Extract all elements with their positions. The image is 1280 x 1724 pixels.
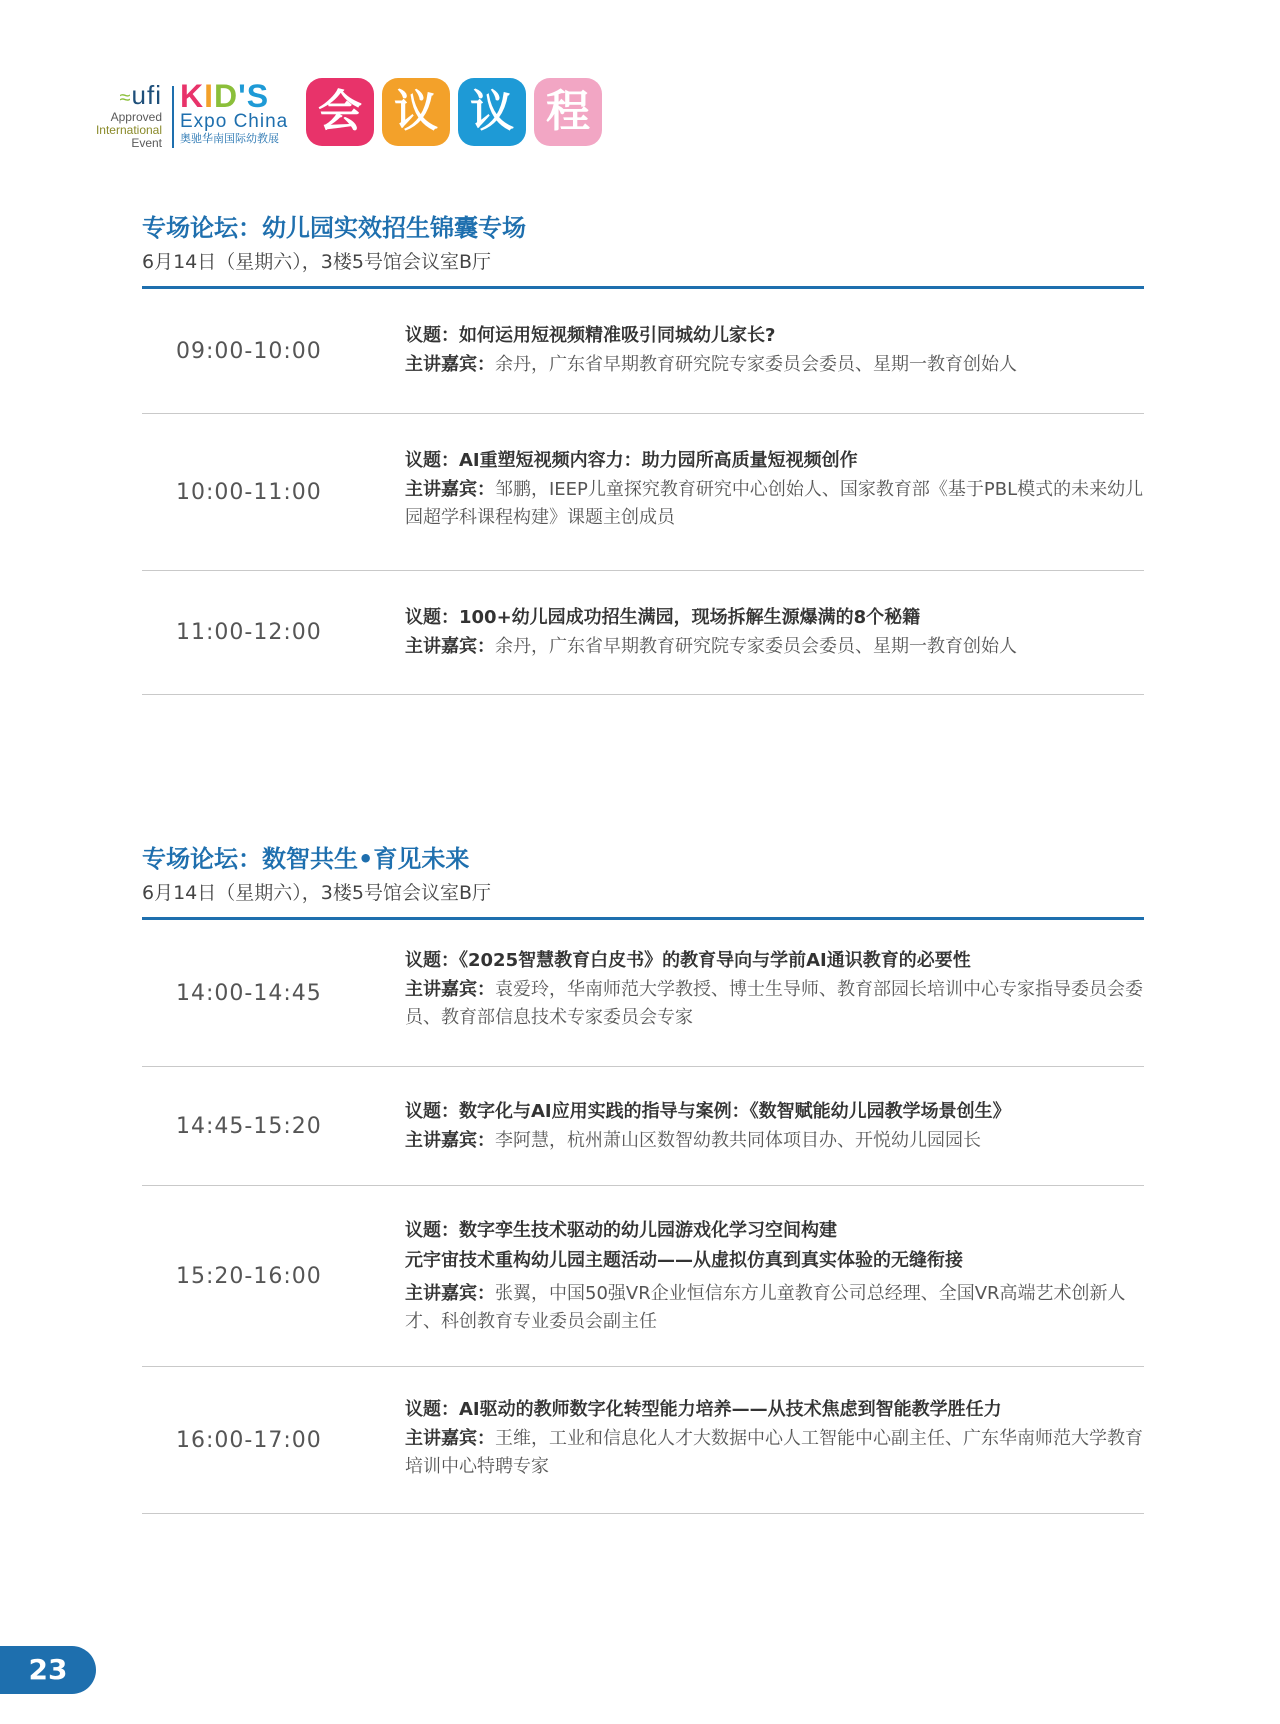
section-title: 专场论坛：数智共生•育见未来 (142, 845, 470, 873)
agenda-row (142, 1186, 1144, 1367)
session-time: 10:00-11:00 (176, 479, 322, 505)
title-tile-2: 议 (382, 78, 450, 146)
agenda-row (142, 289, 1144, 414)
section-date-venue: 6月14日（星期六），3楼5号馆会议室B厅 (142, 882, 491, 904)
session-time: 14:45-15:20 (176, 1113, 322, 1139)
agenda-row (142, 571, 1144, 695)
section-date-venue: 6月14日（星期六），3楼5号馆会议室B厅 (142, 251, 491, 273)
session-speaker: 主讲嘉宾：邹鹏，IEEP儿童探究教育研究中心创始人、国家教育部《基于PBL模式的未来幼儿园超学科课程构建》课题主创成员 (405, 479, 1144, 528)
session-time: 16:00-17:00 (176, 1427, 322, 1453)
session-topic: 议题：数字孪生技术驱动的幼儿园游戏化学习空间构建 (405, 1220, 837, 1241)
session-topic: 议题：数字化与AI应用实践的指导与案例：《数智赋能幼儿园教学场景创生》 (405, 1101, 1011, 1122)
title-tile-1: 会 (306, 78, 374, 146)
page-header (0, 0, 1280, 170)
agenda-row (142, 1367, 1144, 1514)
session-time: 11:00-12:00 (176, 620, 322, 645)
session-topic: 议题：如何运用短视频精准吸引同城幼儿家长? (405, 325, 776, 346)
session-time: 14:00-14:45 (176, 980, 322, 1006)
ufi-approved: Approved (110, 110, 162, 124)
logo-divider (172, 86, 174, 148)
agenda-row (142, 1067, 1144, 1186)
session-topic: 议题：AI驱动的教师数字化转型能力培养——从技术焦虑到智能教学胜任力 (405, 1399, 1002, 1420)
expo-chinese-name: 奥驰华南国际幼教展 (180, 132, 279, 145)
session-topic: 议题：AI重塑短视频内容力：助力园所高质量短视频创作 (405, 450, 858, 471)
ufi-swoosh-icon: ≈ (119, 87, 132, 109)
ufi-logo (80, 82, 162, 150)
session-speaker: 主讲嘉宾：余丹，广东省早期教育研究院专家委员会委员、星期一教育创始人 (405, 354, 1017, 375)
page-number: 23 (0, 1646, 96, 1694)
session-speaker: 主讲嘉宾：王维，工业和信息化人才大数据中心人工智能中心副主任、广东华南师范大学教育培训中心特聘专家 (405, 1428, 1143, 1477)
session-speaker: 主讲嘉宾：余丹，广东省早期教育研究院专家委员会委员、星期一教育创始人 (405, 636, 1017, 657)
kids-expo-logo (180, 80, 298, 146)
kids-wordmark: KID'S (180, 78, 270, 114)
session-topic-secondary: 元宇宙技术重构幼儿园主题活动——从虚拟仿真到真实体验的无缝衔接 (405, 1250, 963, 1271)
ufi-international: International (95, 123, 162, 137)
session-time: 09:00-10:00 (176, 338, 322, 364)
section-title: 专场论坛：幼儿园实效招生锦囊专场 (142, 214, 526, 242)
forum-section-2 (142, 843, 1144, 1514)
session-speaker: 主讲嘉宾：李阿慧，杭州萧山区数智幼教共同体项目办、开悦幼儿园园长 (405, 1130, 981, 1151)
session-time: 15:20-16:00 (176, 1263, 322, 1289)
agenda-row (142, 414, 1144, 571)
expo-china-text: Expo China (180, 111, 289, 132)
forum-section-1 (142, 212, 1144, 695)
agenda-title (306, 78, 602, 146)
session-topic: 议题：《2025智慧教育白皮书》的教育导向与学前AI通识教育的必要性 (405, 950, 971, 971)
session-topic: 议题：100+幼儿园成功招生满园，现场拆解生源爆满的8个秘籍 (405, 607, 921, 628)
session-speaker: 主讲嘉宾：张翼，中国50强VR企业恒信东方儿童教育公司总经理、全国VR高端艺术创新人才、科创教育专业委员会副主任 (405, 1283, 1126, 1332)
session-speaker: 主讲嘉宾：袁爱玲，华南师范大学教授、博士生导师、教育部园长培训中心专家指导委员会委员、教育部信息技术专家委员会专家 (405, 979, 1143, 1028)
agenda-row (142, 920, 1144, 1067)
ufi-mark: ufi (131, 80, 162, 110)
title-tile-4: 程 (534, 78, 602, 146)
title-tile-3: 议 (458, 78, 526, 146)
ufi-event: Event (131, 136, 162, 150)
